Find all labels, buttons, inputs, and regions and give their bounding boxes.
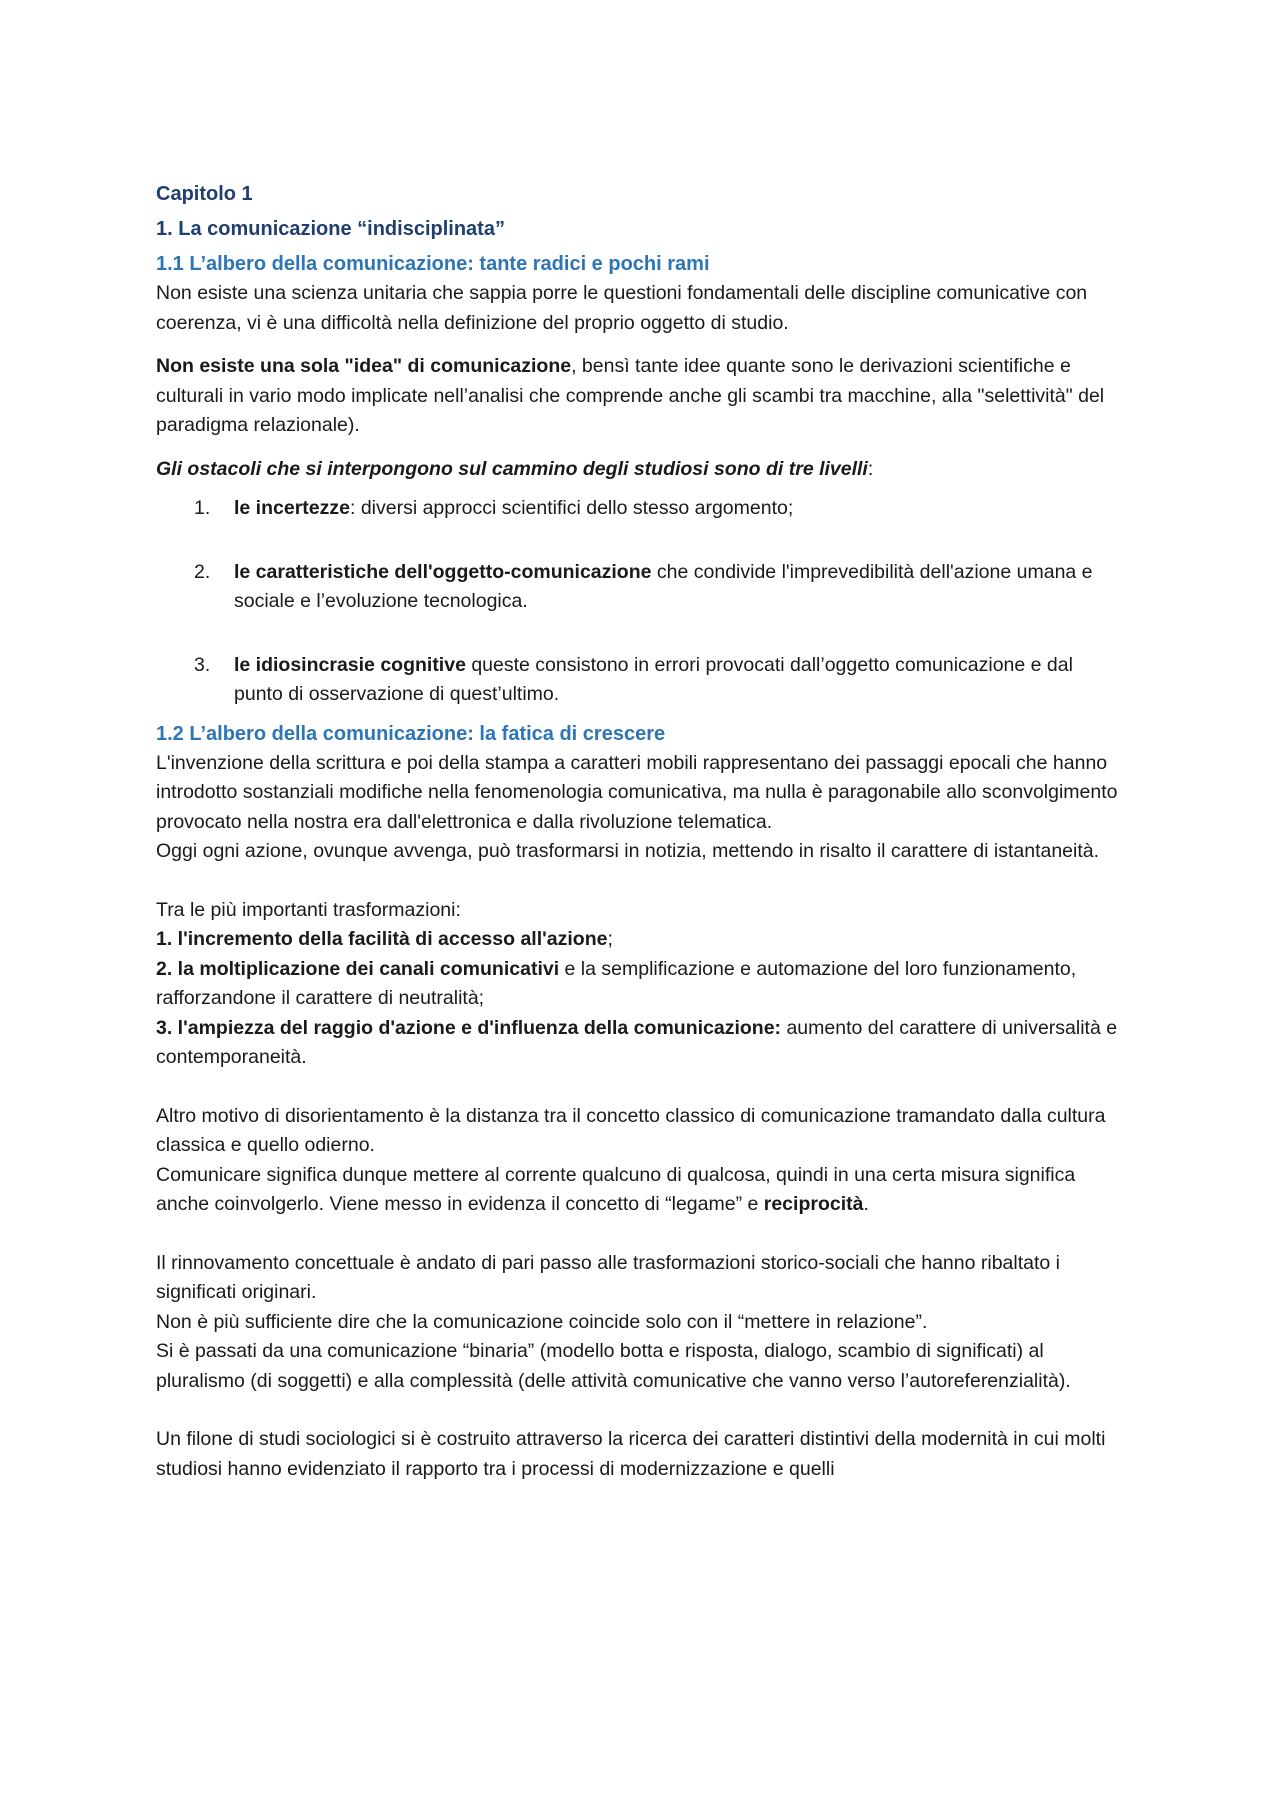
bold-text: le incertezze bbox=[234, 497, 350, 519]
list-item bbox=[156, 651, 1126, 710]
paragraph: L'invenzione della scrittura e poi della stampa a caratteri mobili rappresentano dei passaggi epocali che hanno introdotto sostanziali modifiche nella fenomenologia comunicativa, ma nulla è paragonabile allo sconvolgimento provocato nella nostra era dall'elettronica e dalla rivoluzione telematica. bbox=[156, 751, 1118, 833]
text-span: e la semplificazione e automazione del loro funzionamento, rafforzandone il carattere di neutralità; bbox=[156, 957, 1077, 1009]
bold-text: reciprocità bbox=[763, 1193, 864, 1215]
chapter-title: Capitolo 1 bbox=[156, 183, 253, 205]
paragraph: Si è passati da una comunicazione “binaria” (modello botta e risposta, dialogo, scambio di significati) al pluralismo (di soggetti) e alla complessità (delle attività comunicative che vanno verso l’autoreferenzialità). bbox=[156, 1340, 1071, 1392]
paragraph bbox=[156, 1161, 1126, 1220]
paragraph bbox=[156, 955, 1126, 1014]
list-number: 1. bbox=[194, 497, 211, 519]
text-span: queste consistono in errori provocati dall’oggetto comunicazione e dal punto di osservazione di quest’ultimo. bbox=[234, 653, 1073, 705]
bold-text: 1. l'incremento della facilità di accesso all'azione bbox=[156, 928, 608, 950]
obstacles-list bbox=[156, 494, 1126, 710]
blank-line bbox=[156, 867, 1126, 896]
section-heading-1: 1. La comunicazione “indisciplinata” bbox=[156, 218, 505, 240]
document-body bbox=[156, 180, 1126, 1484]
paragraph bbox=[156, 352, 1126, 441]
bold-text: le caratteristiche dell'oggetto-comunicazione bbox=[234, 560, 652, 583]
section-heading-1-2: 1.2 L’albero della comunicazione: la fatica di crescere bbox=[156, 722, 666, 745]
paragraph bbox=[156, 925, 1126, 955]
paragraph: Altro motivo di disorientamento è la distanza tra il concetto classico di comunicazione tramandato dalla cultura classica e quello odierno. bbox=[156, 1104, 1106, 1156]
text-span: , bensì tante idee quante sono le derivazioni scientifiche e culturali in vario modo implicate nell’analisi che comprende anche gli scambi tra macchine, alla "selettività" del paradigma relazionale). bbox=[156, 355, 1105, 436]
text-span: : bbox=[867, 457, 874, 480]
list-item bbox=[156, 558, 1126, 617]
list-number: 3. bbox=[194, 653, 211, 676]
blank-line bbox=[156, 1073, 1126, 1102]
blank-line bbox=[156, 1220, 1126, 1249]
paragraph: Tra le più importanti trasformazioni: bbox=[156, 898, 461, 921]
text-span: Comunicare significa dunque mettere al corrente qualcuno di qualcosa, quindi in una certa misura significa anche coinvolgerlo. Viene messo in evidenza il concetto di “legame” e bbox=[156, 1163, 1076, 1215]
list-number: 2. bbox=[194, 560, 211, 583]
text-span: : diversi approcci scientifici dello stesso argomento; bbox=[349, 497, 794, 519]
bold-text: le idiosincrasie cognitive bbox=[234, 653, 466, 676]
text-span: aumento del carattere di universalità e contemporaneità. bbox=[156, 1016, 1118, 1068]
section-heading-1-1: 1.1 L’albero della comunicazione: tante radici e pochi rami bbox=[156, 253, 710, 275]
text-span: ; bbox=[607, 928, 613, 950]
blank-line bbox=[156, 1396, 1126, 1425]
bold-text: 3. l'ampiezza del raggio d'azione e d'influenza della comunicazione: bbox=[156, 1016, 782, 1039]
paragraph: Il rinnovamento concettuale è andato di pari passo alle trasformazioni storico-sociali che hanno ribaltato i significati originari. bbox=[156, 1251, 1060, 1303]
text-span: che condivide l'imprevedibilità dell'azione umana e sociale e l’evoluzione tecnologica. bbox=[234, 560, 1093, 612]
text-span: . bbox=[863, 1193, 869, 1215]
paragraph: Oggi ogni azione, ovunque avvenga, può trasformarsi in notizia, mettendo in risalto il carattere di istantaneità. bbox=[156, 840, 1100, 862]
paragraph bbox=[156, 1014, 1126, 1073]
paragraph bbox=[156, 455, 1126, 485]
paragraph: Non è più sufficiente dire che la comunicazione coincide solo con il “mettere in relazione”. bbox=[156, 1310, 928, 1333]
list-item bbox=[156, 494, 1126, 524]
bold-italic-text: Gli ostacoli che si interpongono sul cammino degli studiosi sono di tre livelli bbox=[156, 457, 868, 480]
bold-text: Non esiste una sola "idea" di comunicazione bbox=[156, 355, 572, 377]
paragraph: Un filone di studi sociologici si è costruito attraverso la ricerca dei caratteri distintivi della modernità in cui molti studiosi hanno evidenziato il rapporto tra i processi di modernizzazione e quelli bbox=[156, 1428, 1106, 1480]
paragraph: Non esiste una scienza unitaria che sappia porre le questioni fondamentali delle discipline comunicative con coerenza, vi è una difficoltà nella definizione del proprio oggetto di studio. bbox=[156, 282, 1088, 334]
bold-text: 2. la moltiplicazione dei canali comunicativi bbox=[156, 957, 560, 980]
